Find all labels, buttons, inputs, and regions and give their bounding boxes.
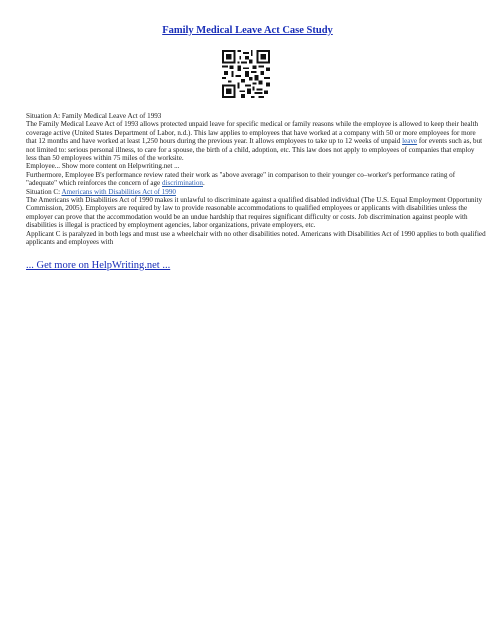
get-more-link[interactable]: ... Get more on HelpWriting.net ... xyxy=(26,260,171,271)
page-title[interactable]: Family Medical Leave Act Case Study xyxy=(162,25,333,36)
discrimination-link[interactable]: discrimination xyxy=(161,179,203,188)
situation-c-heading-line xyxy=(26,188,486,196)
situation-a-heading: Situation A: Family Medical Leave Act of 1993 xyxy=(26,112,162,120)
situation-a-paragraph xyxy=(26,120,486,162)
situation-c-heading: Situation C: xyxy=(26,187,61,196)
article-body xyxy=(26,112,486,247)
situation-b-tail: . xyxy=(202,179,205,188)
situation-c-paragraph-1: The Americans with Disabilities Act of 1990 makes it unlawful to discriminate against a qualified disabled individual (The U.S. Equal Employment Opportunity Commission, 2005). Employers are required by law to provide reasonable accommodations to qualified employees or applicants with disabilities unless the employer can prove that the accommodation would be an undue hardship that requires significant difficulty or costs. Job discrimination against people with disabilities is illegal is practiced by employment agencies, labor organizations, private employers, etc. xyxy=(26,196,483,230)
leave-link[interactable]: leave xyxy=(402,137,418,146)
situation-c-paragraph-2: Applicant C is paralyzed in both legs and must use a wheelchair with no other disabilities noted. Americans with Disabilities Act of 1990 applies to both qualified applicants and employees with xyxy=(26,229,486,247)
ada-link[interactable]: Americans with Disabilities Act of 1990 xyxy=(61,187,176,196)
situation-a-text-1: The Family Medical Leave Act of 1993 allows protected unpaid leave for specific medical or family reasons while the employee is allowed to keep their health coverage active (United States Department of Labor, n.d.). This law applies to employees that have worked at a company with 50 or more employees for more that 12 months and have worked at least 1,250 hours during the previous year. It allows employees to take up to 12 weeks of unpaid xyxy=(26,120,479,146)
situation-a-text-2: for events such as, but not limited to: serious personal illness, to care for a spouse, the birth of a child, adoption, etc. This law does not apply to employees of companies that employ less than 50 employees within 75 miles of the worksite. xyxy=(26,137,483,163)
show-more-text: Employee... Show more content on Helpwriting.net ... xyxy=(26,162,180,171)
situation-b-text: Furthermore, Employee B's performance review rated their work as "above average" in comparison to their younger co–worker's performance rating of "adequate" which reinforces the concern of age xyxy=(26,170,456,188)
qr-code-icon xyxy=(222,50,270,98)
situation-b-paragraph xyxy=(26,171,486,188)
